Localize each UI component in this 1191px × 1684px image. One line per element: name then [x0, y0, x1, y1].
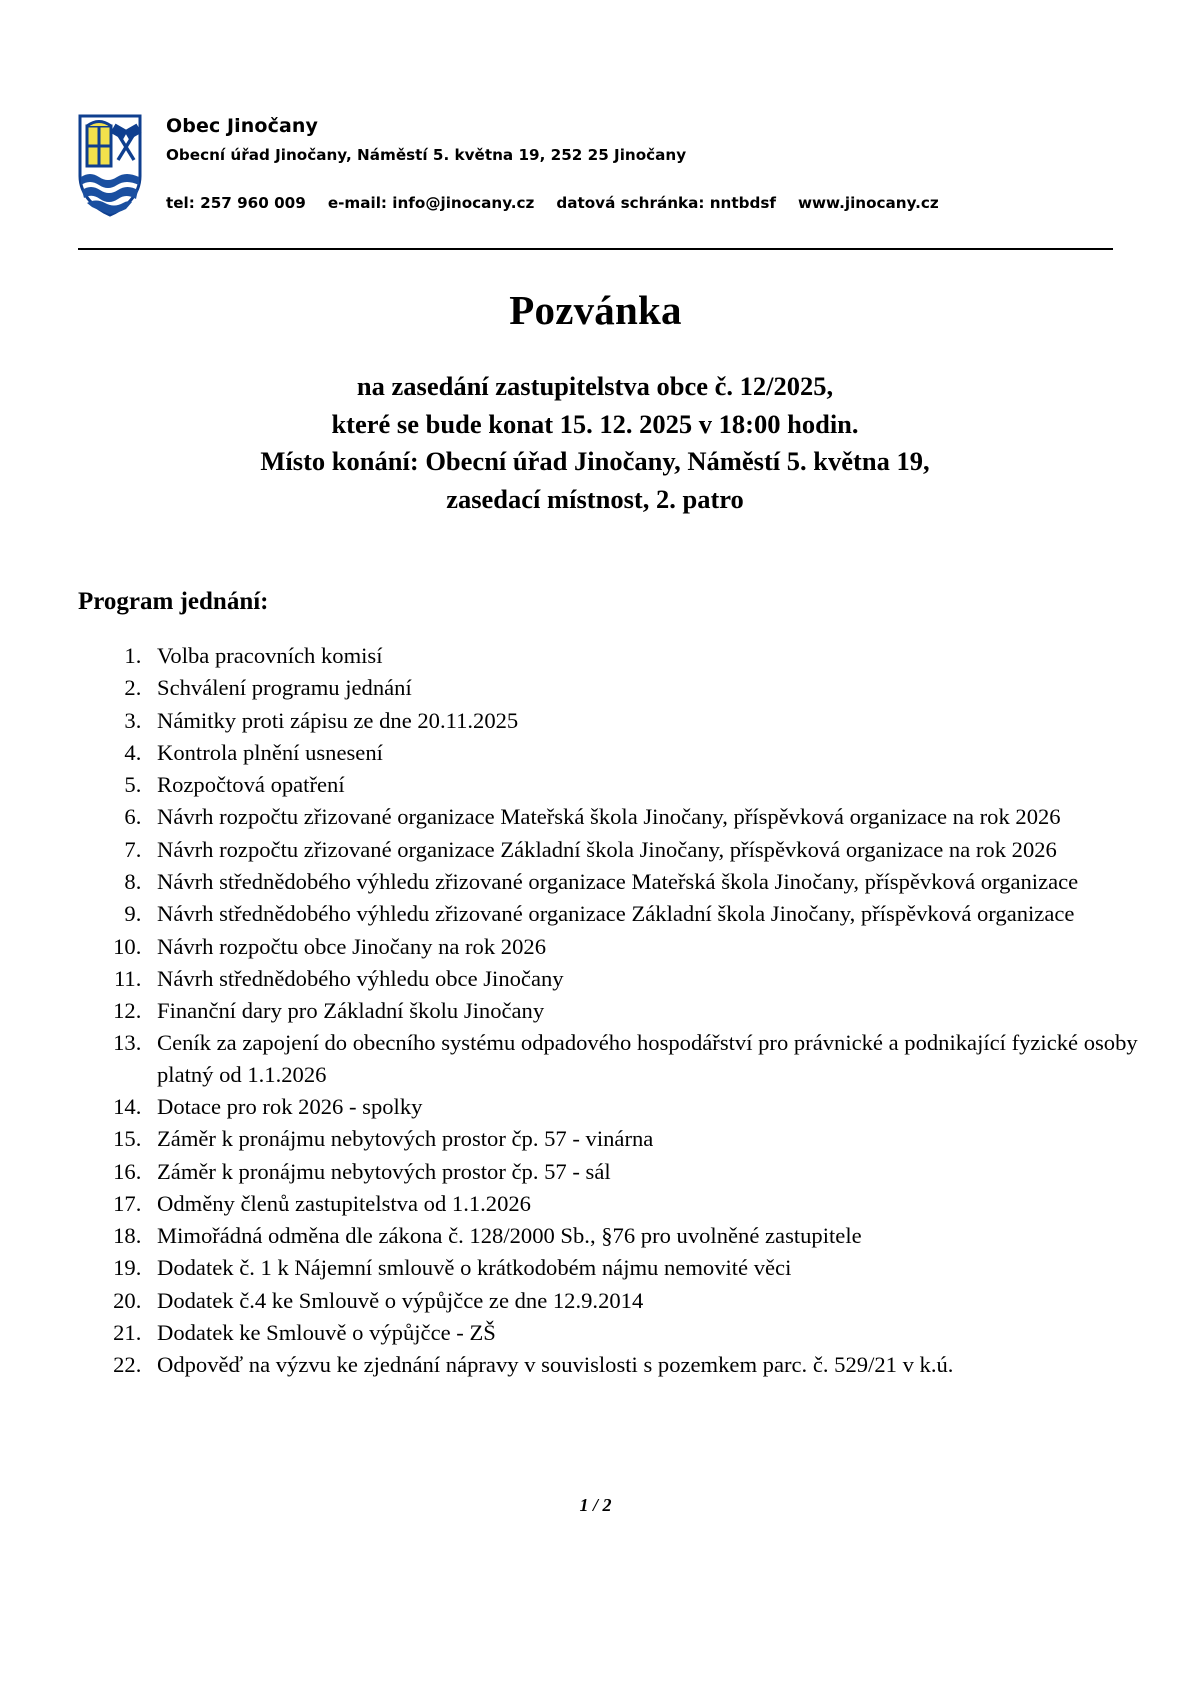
website-text: www.jinocany.cz [798, 194, 939, 213]
subtitle-line: které se bude konat 15. 12. 2025 v 18:00 hodin. [331, 408, 859, 439]
header-divider [78, 248, 1113, 250]
agenda-item: 14. Dotace pro rok 2026 - spolky [147, 1091, 1147, 1122]
agenda-item: 5. Rozpočtová opatření [147, 769, 1147, 800]
letterhead-text [166, 108, 1113, 212]
email-text: e-mail: info@jinocany.cz [327, 194, 535, 213]
agenda-item: 16. Záměr k pronájmu nebytových prostor čp. 57 - sál [147, 1156, 1147, 1187]
subtitle-line: Místo konání: Obecní úřad Jinočany, Náměstí 5. května 19, [260, 446, 930, 477]
page-number: 1 / 2 [579, 1495, 612, 1515]
subtitle-line: zasedací místnost, 2. patro [446, 483, 744, 514]
databox-text: datová schránka: nntbdsf [556, 194, 776, 213]
agenda-item: 18. Mimořádná odměna dle zákona č. 128/2000 Sb., §76 pro uvolněné zastupitele [147, 1220, 1147, 1251]
agenda-item: 19. Dodatek č. 1 k Nájemní smlouvě o krátkodobém nájmu nemovité věci [147, 1252, 1147, 1283]
agenda-item: 4. Kontrola plnění usnesení [147, 737, 1147, 768]
agenda-item: 1. Volba pracovních komisí [147, 640, 1147, 671]
document-subtitle [95, 368, 1095, 519]
coat-of-arms-icon [78, 114, 142, 218]
agenda-item: 15. Záměr k pronájmu nebytových prostor čp. 57 - vinárna [147, 1123, 1147, 1154]
letterhead [78, 108, 1113, 218]
agenda-item: 21. Dodatek ke Smlouvě o výpůjčce - ZŠ [147, 1317, 1147, 1348]
agenda-item: 20. Dodatek č.4 ke Smlouvě o výpůjčce ze dne 12.9.2014 [147, 1285, 1147, 1316]
agenda-item: 7. Návrh rozpočtu zřizované organizace Základní škola Jinočany, příspěvková organizace na rok 2026 [147, 834, 1147, 865]
page-title: Pozvánka [509, 287, 682, 333]
organization-name: Obec Jinočany [166, 115, 318, 137]
agenda-item: 12. Finanční dary pro Základní školu Jinočany [147, 995, 1147, 1026]
subtitle-line: na zasedání zastupitelstva obce č. 12/2025, [356, 371, 834, 401]
agenda-item: 22. Odpověď na výzvu ke zjednání nápravy v souvislosti s pozemkem parc. č. 529/21 v k.ú. [147, 1349, 1147, 1380]
organization-address: Obecní úřad Jinočany, Náměstí 5. května 19, 252 25 Jinočany [166, 145, 687, 164]
contact-line [166, 194, 1113, 212]
agenda-item: 6. Návrh rozpočtu zřizované organizace Mateřská škola Jinočany, příspěvková organizace na rok 2026 [147, 801, 1147, 832]
agenda-item: 2. Schválení programu jednání [147, 672, 1147, 703]
agenda-item: 11. Návrh střednědobého výhledu obce Jinočany [147, 963, 1147, 994]
phone-text: tel: 257 960 009 [166, 194, 306, 213]
agenda-item: 10. Návrh rozpočtu obce Jinočany na rok 2026 [147, 931, 1147, 962]
agenda-item: 9. Návrh střednědobého výhledu zřizované organizace Základní škola Jinočany, příspěvková organizace [147, 898, 1147, 929]
agenda-list [95, 640, 1147, 1381]
agenda-item: 3. Námitky proti zápisu ze dne 20.11.2025 [147, 705, 1147, 736]
agenda-item: 8. Návrh střednědobého výhledu zřizované organizace Mateřská škola Jinočany, příspěvková organizace [147, 866, 1147, 897]
program-heading: Program jednání: [78, 588, 269, 615]
agenda-item: 13. Ceník za zapojení do obecního systému odpadového hospodářství pro právnické a podnikající fyzické osoby platný od 1.1.2026 [147, 1027, 1147, 1090]
agenda-item: 17. Odměny členů zastupitelstva od 1.1.2026 [147, 1188, 1147, 1219]
